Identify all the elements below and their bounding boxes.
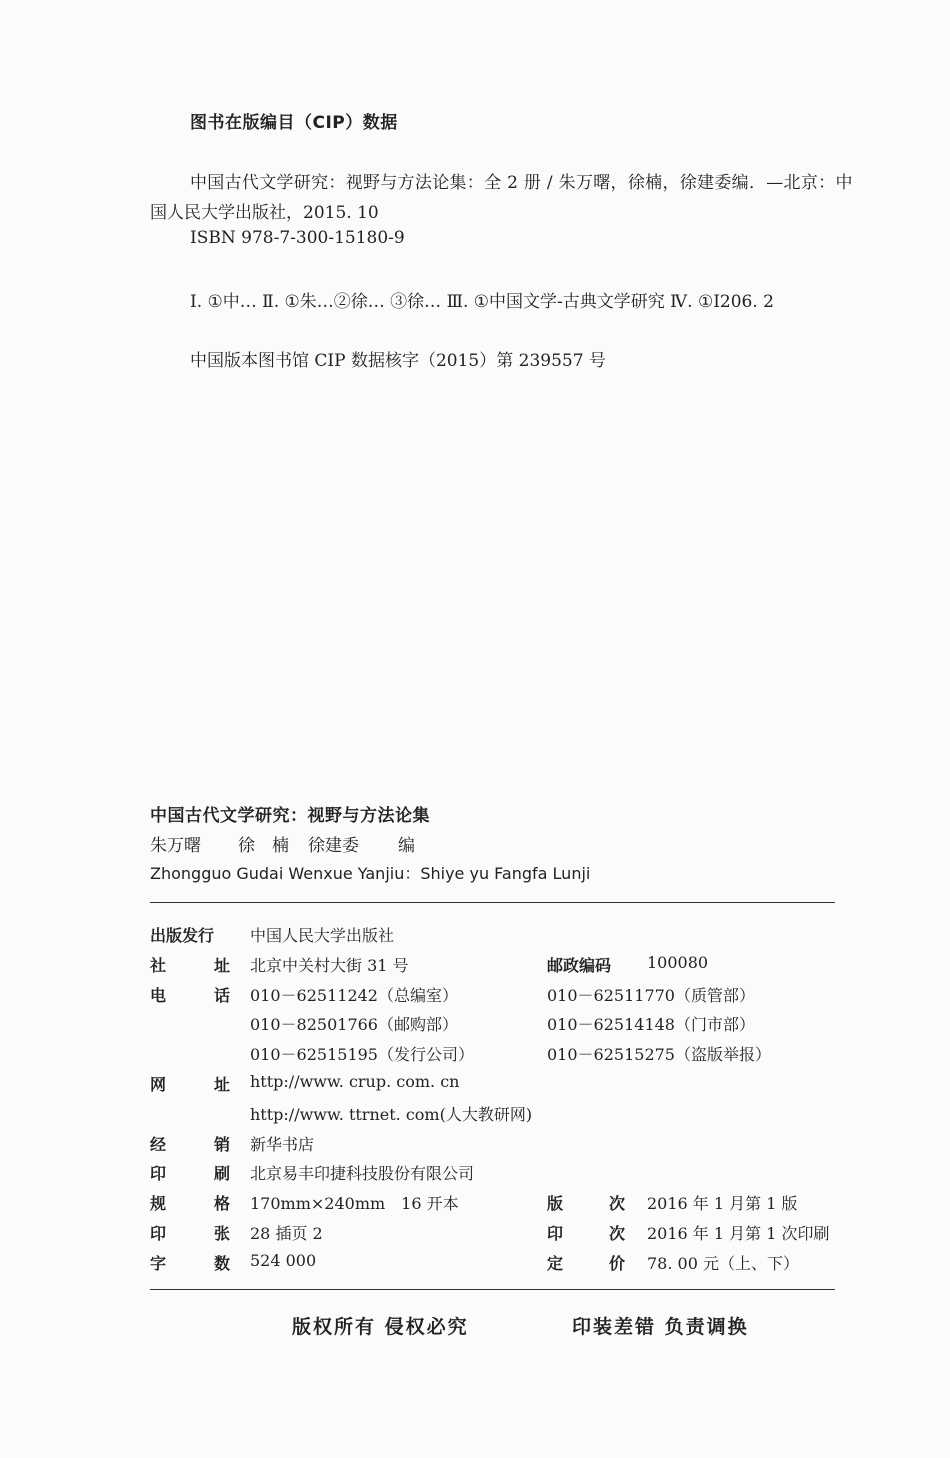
sheets-value: 28 插页 2: [250, 1224, 323, 1243]
edition-value: 2016 年 1 月第 1 版: [647, 1194, 798, 1213]
author-3: 徐建委: [308, 836, 359, 856]
copyright-notice: 版权所有 侵权必究: [292, 1316, 469, 1338]
website-1: http://www. crup. com. cn: [250, 1072, 460, 1091]
book-authors: [150, 831, 415, 856]
colophon-row-wordcount: [150, 1251, 850, 1279]
colophon-row-phone-1: [150, 983, 850, 1011]
cip-verification: 中国版本图书馆 CIP 数据核字（2015）第 239557 号: [190, 351, 606, 371]
colophon-row-format: [150, 1191, 850, 1219]
author-1: 朱万曙: [150, 836, 201, 856]
cip-heading: 图书在版编目（CIP）数据: [190, 113, 398, 133]
distributor-value: 新华书店: [250, 1135, 315, 1154]
website-label: 网 址: [150, 1075, 230, 1094]
cip-isbn: ISBN 978-7-300-15180-9: [190, 228, 405, 248]
postcode-value: 100080: [647, 953, 709, 972]
colophon-row-publisher: [150, 923, 850, 951]
phone-left-1: 010－62511242（总编室）: [250, 986, 458, 1005]
colophon-row-printer: [150, 1161, 850, 1189]
phone-label: 电 话: [150, 986, 230, 1005]
book-pinyin-title: Zhongguo Gudai Wenxue Yanjiu：Shiye yu Fangfa Lunji: [150, 864, 591, 883]
phone-right-2: 010－62514148（门市部）: [547, 1015, 755, 1034]
postcode-label: 邮政编码: [547, 956, 612, 975]
misprint-notice: 印装差错 负责调换: [572, 1316, 749, 1338]
format-value: 170mm×240mm 16 开本: [250, 1194, 459, 1213]
phone-right-1: 010－62511770（质管部）: [547, 986, 755, 1005]
colophon-row-phone-3: [150, 1042, 850, 1070]
publisher-value: 中国人民大学出版社: [250, 926, 395, 945]
phone-left-3: 010－62515195（发行公司）: [250, 1045, 474, 1064]
wordcount-label: 字 数: [150, 1254, 230, 1273]
publisher-label: 出版发行: [150, 926, 215, 945]
colophon-row-phone-2: [150, 1012, 850, 1040]
printing-label: 印 次: [547, 1224, 625, 1243]
phone-left-2: 010－82501766（邮购部）: [250, 1015, 458, 1034]
website-2: http://www. ttrnet. com(人大教研网): [250, 1105, 533, 1124]
address-label: 社 址: [150, 956, 230, 975]
distributor-label: 经 销: [150, 1135, 230, 1154]
sheets-label: 印 张: [150, 1224, 230, 1243]
printer-value: 北京易丰印捷科技股份有限公司: [250, 1164, 475, 1183]
colophon-row-address: [150, 953, 850, 981]
price-value: 78. 00 元（上、下）: [647, 1254, 799, 1273]
divider-bottom: [150, 1289, 835, 1290]
book-title: 中国古代文学研究：视野与方法论集: [150, 806, 430, 826]
wordcount-value: 524 000: [250, 1251, 317, 1270]
divider-top: [150, 902, 835, 903]
colophon-row-website-1: [150, 1072, 850, 1100]
cip-description-line-1: 中国古代文学研究：视野与方法论集：全 2 册 / 朱万曙，徐楠，徐建委编．—北京：中: [190, 173, 853, 193]
author-2: 徐 楠: [238, 836, 289, 856]
format-label: 规 格: [150, 1194, 230, 1213]
colophon-row-sheets: [150, 1221, 850, 1249]
printing-value: 2016 年 1 月第 1 次印刷: [647, 1224, 830, 1243]
cip-description-line-2: 国人民大学出版社，2015. 10: [150, 203, 379, 223]
phone-right-3: 010－62515275（盗版举报）: [547, 1045, 771, 1064]
cip-classification: Ⅰ. ①中… Ⅱ. ①朱…②徐… ③徐… Ⅲ. ①中国文学-古典文学研究 Ⅳ. ①I206. 2: [190, 292, 774, 312]
colophon-row-distributor: [150, 1132, 850, 1160]
price-label: 定 价: [547, 1254, 625, 1273]
address-value: 北京中关村大街 31 号: [250, 956, 409, 975]
colophon-row-website-2: [150, 1102, 850, 1130]
printer-label: 印 刷: [150, 1164, 230, 1183]
editor-mark: 编: [398, 836, 415, 856]
edition-label: 版 次: [547, 1194, 625, 1213]
